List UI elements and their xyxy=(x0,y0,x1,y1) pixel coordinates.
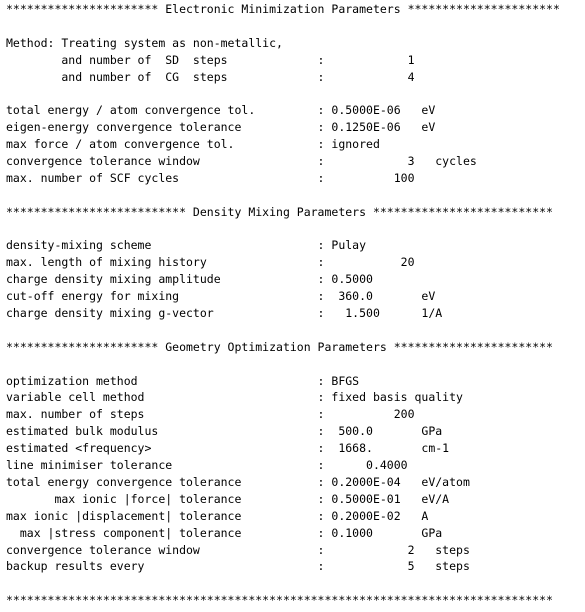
electronic-minimization-header: ********************** Electronic Minimization Parameters ********************** xyxy=(6,2,560,16)
density-mixing-scheme-line: density-mixing scheme : Pulay xyxy=(6,238,367,253)
ionic-force-tolerance-line: max ionic |force| tolerance : 0.5000E-01 eV/A xyxy=(6,491,450,506)
max-force-convergence-line: max force / atom convergence tol. : ignored xyxy=(6,137,380,152)
energy-atom-convergence-line: total energy / atom convergence tol. : 0.5000E-06 eV xyxy=(6,103,436,118)
castep-parameters-listing xyxy=(6,1,581,609)
geometry-convergence-window-line: convergence tolerance window : 2 steps xyxy=(6,542,470,557)
backup-results-line: backup results every : 5 steps xyxy=(6,559,470,574)
max-steps-line: max. number of steps : 200 xyxy=(6,407,415,422)
estimated-frequency-line: estimated <frequency> : 1668. cm-1 xyxy=(6,441,450,456)
mixing-history-line: max. length of mixing history : 20 xyxy=(6,255,415,270)
mixing-g-vector-line: charge density mixing g-vector : 1.500 1/A xyxy=(6,306,443,321)
blank-line xyxy=(6,575,581,592)
variable-cell-method-line: variable cell method : fixed basis quality xyxy=(6,390,463,405)
cg-steps-line: and number of CG steps : 4 xyxy=(6,69,415,84)
optimization-method-line: optimization method : BFGS xyxy=(6,373,360,388)
convergence-window-line: convergence tolerance window : 3 cycles xyxy=(6,154,477,169)
geometry-optimization-header: ********************** Geometry Optimization Parameters *********************** xyxy=(6,339,553,354)
mixing-amplitude-line: charge density mixing amplitude : 0.5000 xyxy=(6,272,373,287)
blank-line xyxy=(6,18,581,35)
blank-line xyxy=(6,356,581,373)
blank-line xyxy=(6,187,581,204)
mixing-cutoff-energy-line: cut-off energy for mixing : 360.0 eV xyxy=(6,289,436,304)
blank-line xyxy=(6,85,581,102)
stress-component-tolerance-line: max |stress component| tolerance : 0.1000 GPa xyxy=(6,525,443,540)
method-line: Method: Treating system as non-metallic, xyxy=(6,35,283,50)
closing-divider: ******************************************************************************* xyxy=(6,593,553,608)
density-mixing-header: ************************** Density Mixing Parameters ************************** xyxy=(6,204,553,219)
total-energy-tolerance-line: total energy convergence tolerance : 0.2000E-04 eV/atom xyxy=(6,474,470,489)
sd-steps-line: and number of SD steps : 1 xyxy=(6,52,415,67)
bulk-modulus-line: estimated bulk modulus : 500.0 GPa xyxy=(6,424,443,439)
blank-line xyxy=(6,322,581,339)
line-minimiser-tolerance-line: line minimiser tolerance : 0.4000 xyxy=(6,458,408,473)
blank-line xyxy=(6,221,581,238)
ionic-displacement-tolerance-line: max ionic |displacement| tolerance : 0.2000E-02 A xyxy=(6,508,429,523)
eigen-energy-convergence-line: eigen-energy convergence tolerance : 0.1250E-06 eV xyxy=(6,120,436,135)
max-scf-cycles-line: max. number of SCF cycles : 100 xyxy=(6,170,415,185)
